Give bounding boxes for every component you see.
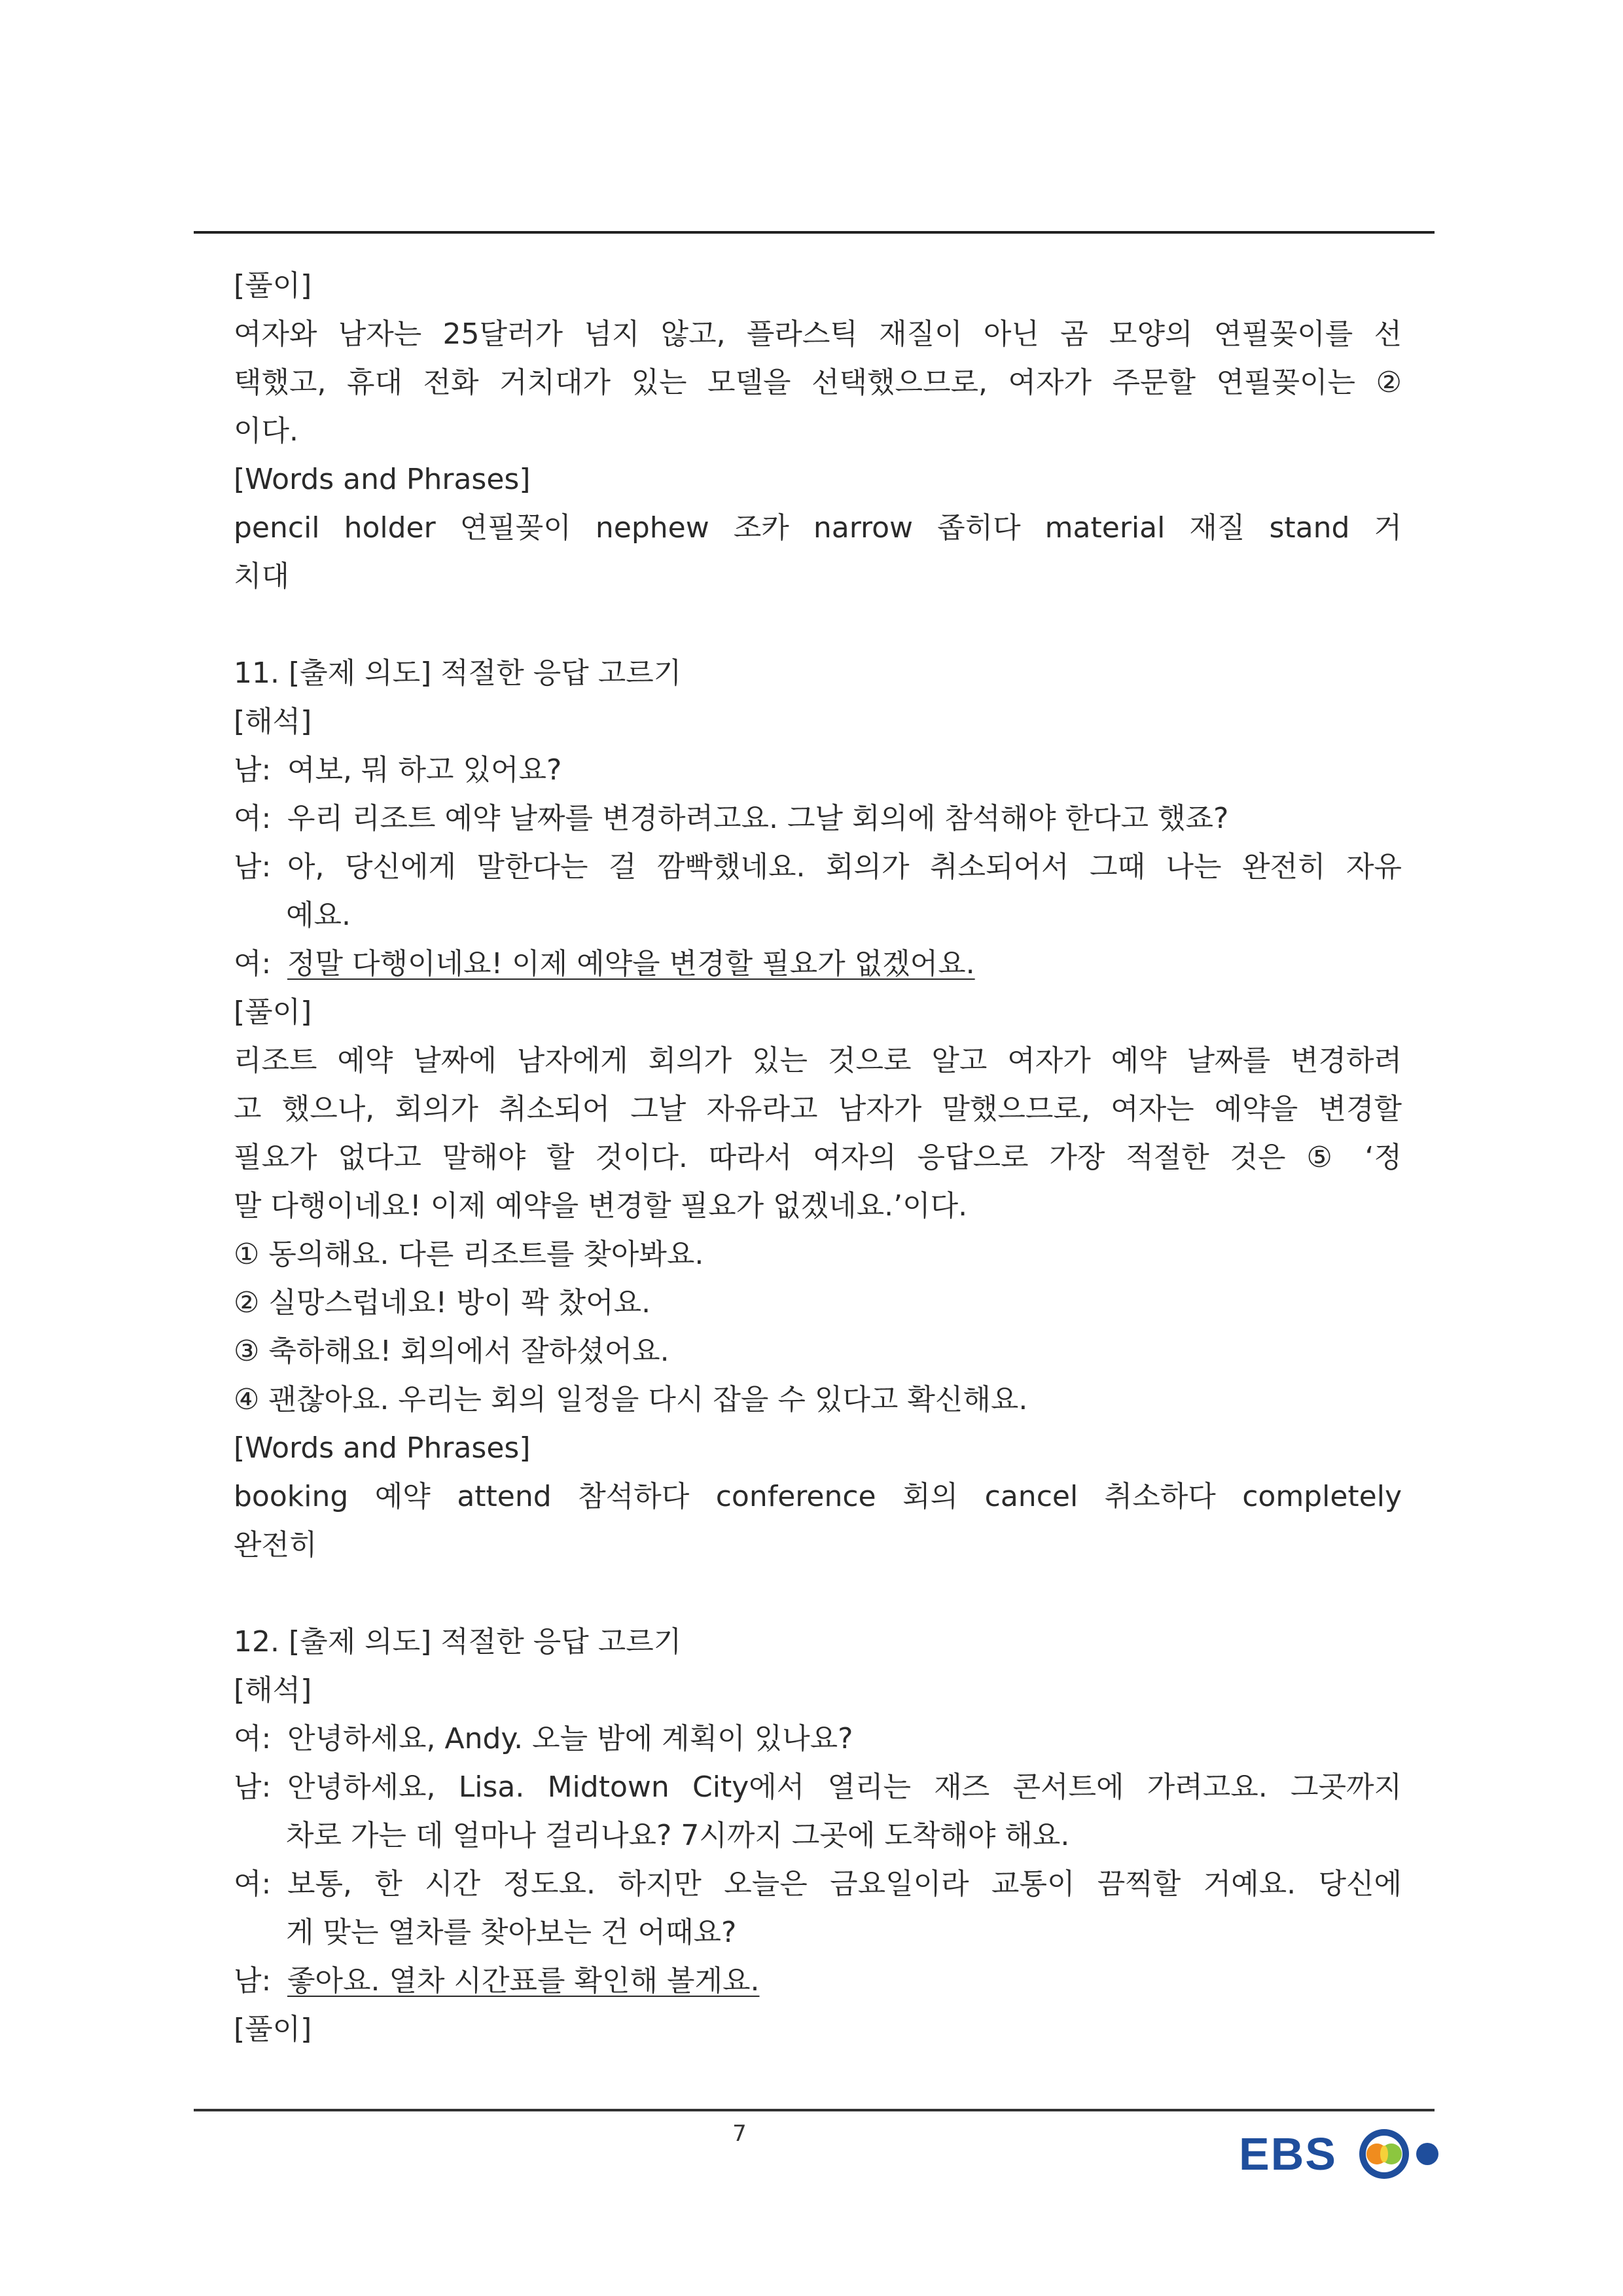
speaker: 남: [234,1770,272,1804]
utterance: 안녕하세요, Lisa. Midtown City에서 열리는 재즈 콘서트에 가려고요. 그곳까지 [287,1770,1402,1804]
words-phrases-text: 치대 [234,560,290,593]
utterance: 보통, 한 시간 정도요. 하지만 오늘은 금요일이라 교통이 끔찍할 거예요. 당신에 [287,1867,1402,1901]
solution-text: 말 다행이네요! 이제 예약을 변경할 필요가 없겠네요.’이다. [234,1189,968,1223]
option-item: ② 실망스럽네요! 방이 꽉 찼어요. [234,1286,651,1319]
dialogue-line [234,1957,1402,2005]
footer-rule [194,2109,1435,2111]
question-title: 12. [출제 의도] 적절한 응답 고르기 [234,1625,682,1659]
page-number: 7 [732,2121,747,2147]
speaker: 여: [234,1867,272,1901]
page-body [234,262,1402,2054]
speaker: 여: [234,947,272,980]
solution-text: 이다. [234,414,298,448]
header-rule [194,231,1435,234]
solution-label: [풀이] [234,996,312,1029]
words-phrases-label: [Words and Phrases] [234,1431,531,1465]
speaker: 남: [234,1964,272,1998]
speaker: 여: [234,1722,272,1755]
utterance: 우리 리조트 예약 날짜를 변경하려고요. 그날 회의에 참석해야 한다고 했죠? [287,802,1229,835]
dialogue-line [234,795,1402,843]
answer-underlined: 정말 다행이네요! 이제 예약을 변경할 필요가 없겠어요. [287,947,975,980]
ebs-logo-text: EBS [1239,2128,1337,2179]
utterance: 안녕하세요, Andy. 오늘 밤에 계획이 있나요? [287,1722,853,1755]
utterance-continued: 예요. [286,899,351,932]
solution-label: [풀이] [234,2013,312,2046]
option-item: ③ 축하해요! 회의에서 잘하셨어요. [234,1335,669,1368]
words-phrases-label: [Words and Phrases] [234,463,531,496]
dialogue-line [234,1763,1402,1812]
solution-text: 여자와 남자는 25달러가 넘지 않고, 플라스틱 재질이 아닌 곰 모양의 연필꽂이를 선 [234,317,1402,351]
translation-label: [해석] [234,1674,312,1707]
speaker: 여: [234,802,272,835]
option-item: ① 동의해요. 다른 리조트를 찾아봐요. [234,1238,704,1271]
answer-underlined: 좋아요. 열차 시간표를 확인해 볼게요. [287,1964,760,1998]
dialogue-line [234,843,1402,891]
dialogue-line [234,1715,1402,1763]
solution-text: 필요가 없다고 말해야 할 것이다. 따라서 여자의 응답으로 가장 적절한 것은 ⑤ ‘정 [234,1141,1402,1174]
dialogue-line [234,1860,1402,1909]
utterance: 아, 당신에게 말한다는 걸 깜빡했네요. 회의가 취소되어서 그때 나는 완전히 자유 [287,850,1402,884]
words-phrases-text: pencil holder 연필꽂이 nephew 조카 narrow 좁히다 material 재질 stand 거 [234,511,1402,545]
words-phrases-text: booking 예약 attend 참석하다 conference 회의 cancel 취소하다 completely [234,1480,1402,1513]
speaker: 남: [234,753,272,787]
translation-label: [해석] [234,705,312,738]
solution-text: 고 했으나, 회의가 취소되어 그날 자유라고 남자가 말했으므로, 여자는 예약을 변경할 [234,1092,1402,1126]
dialogue-line [234,940,1402,988]
dialogue-line [234,746,1402,795]
question-title: 11. [출제 의도] 적절한 응답 고르기 [234,656,682,690]
solution-text: 리조트 예약 날짜에 남자에게 회의가 있는 것으로 알고 여자가 예약 날짜를 변경하려 [234,1044,1402,1077]
ebs-logo [1239,2117,1455,2189]
speaker: 남: [234,850,272,884]
solution-text: 택했고, 휴대 전화 거치대가 있는 모델을 선택했으므로, 여자가 주문할 연필꽂이는 ② [234,366,1402,399]
utterance-continued: 게 맞는 열차를 찾아보는 건 어때요? [286,1916,737,1949]
ebs-logo-mark [1359,2129,1438,2179]
solution-label: [풀이] [234,269,312,302]
utterance: 여보, 뭐 하고 있어요? [287,753,562,787]
option-item: ④ 괜찮아요. 우리는 회의 일정을 다시 잡을 수 있다고 확신해요. [234,1383,1028,1416]
words-phrases-text: 완전히 [234,1528,317,1562]
utterance-continued: 차로 가는 데 얼마나 걸리나요? 7시까지 그곳에 도착해야 해요. [286,1819,1070,1852]
